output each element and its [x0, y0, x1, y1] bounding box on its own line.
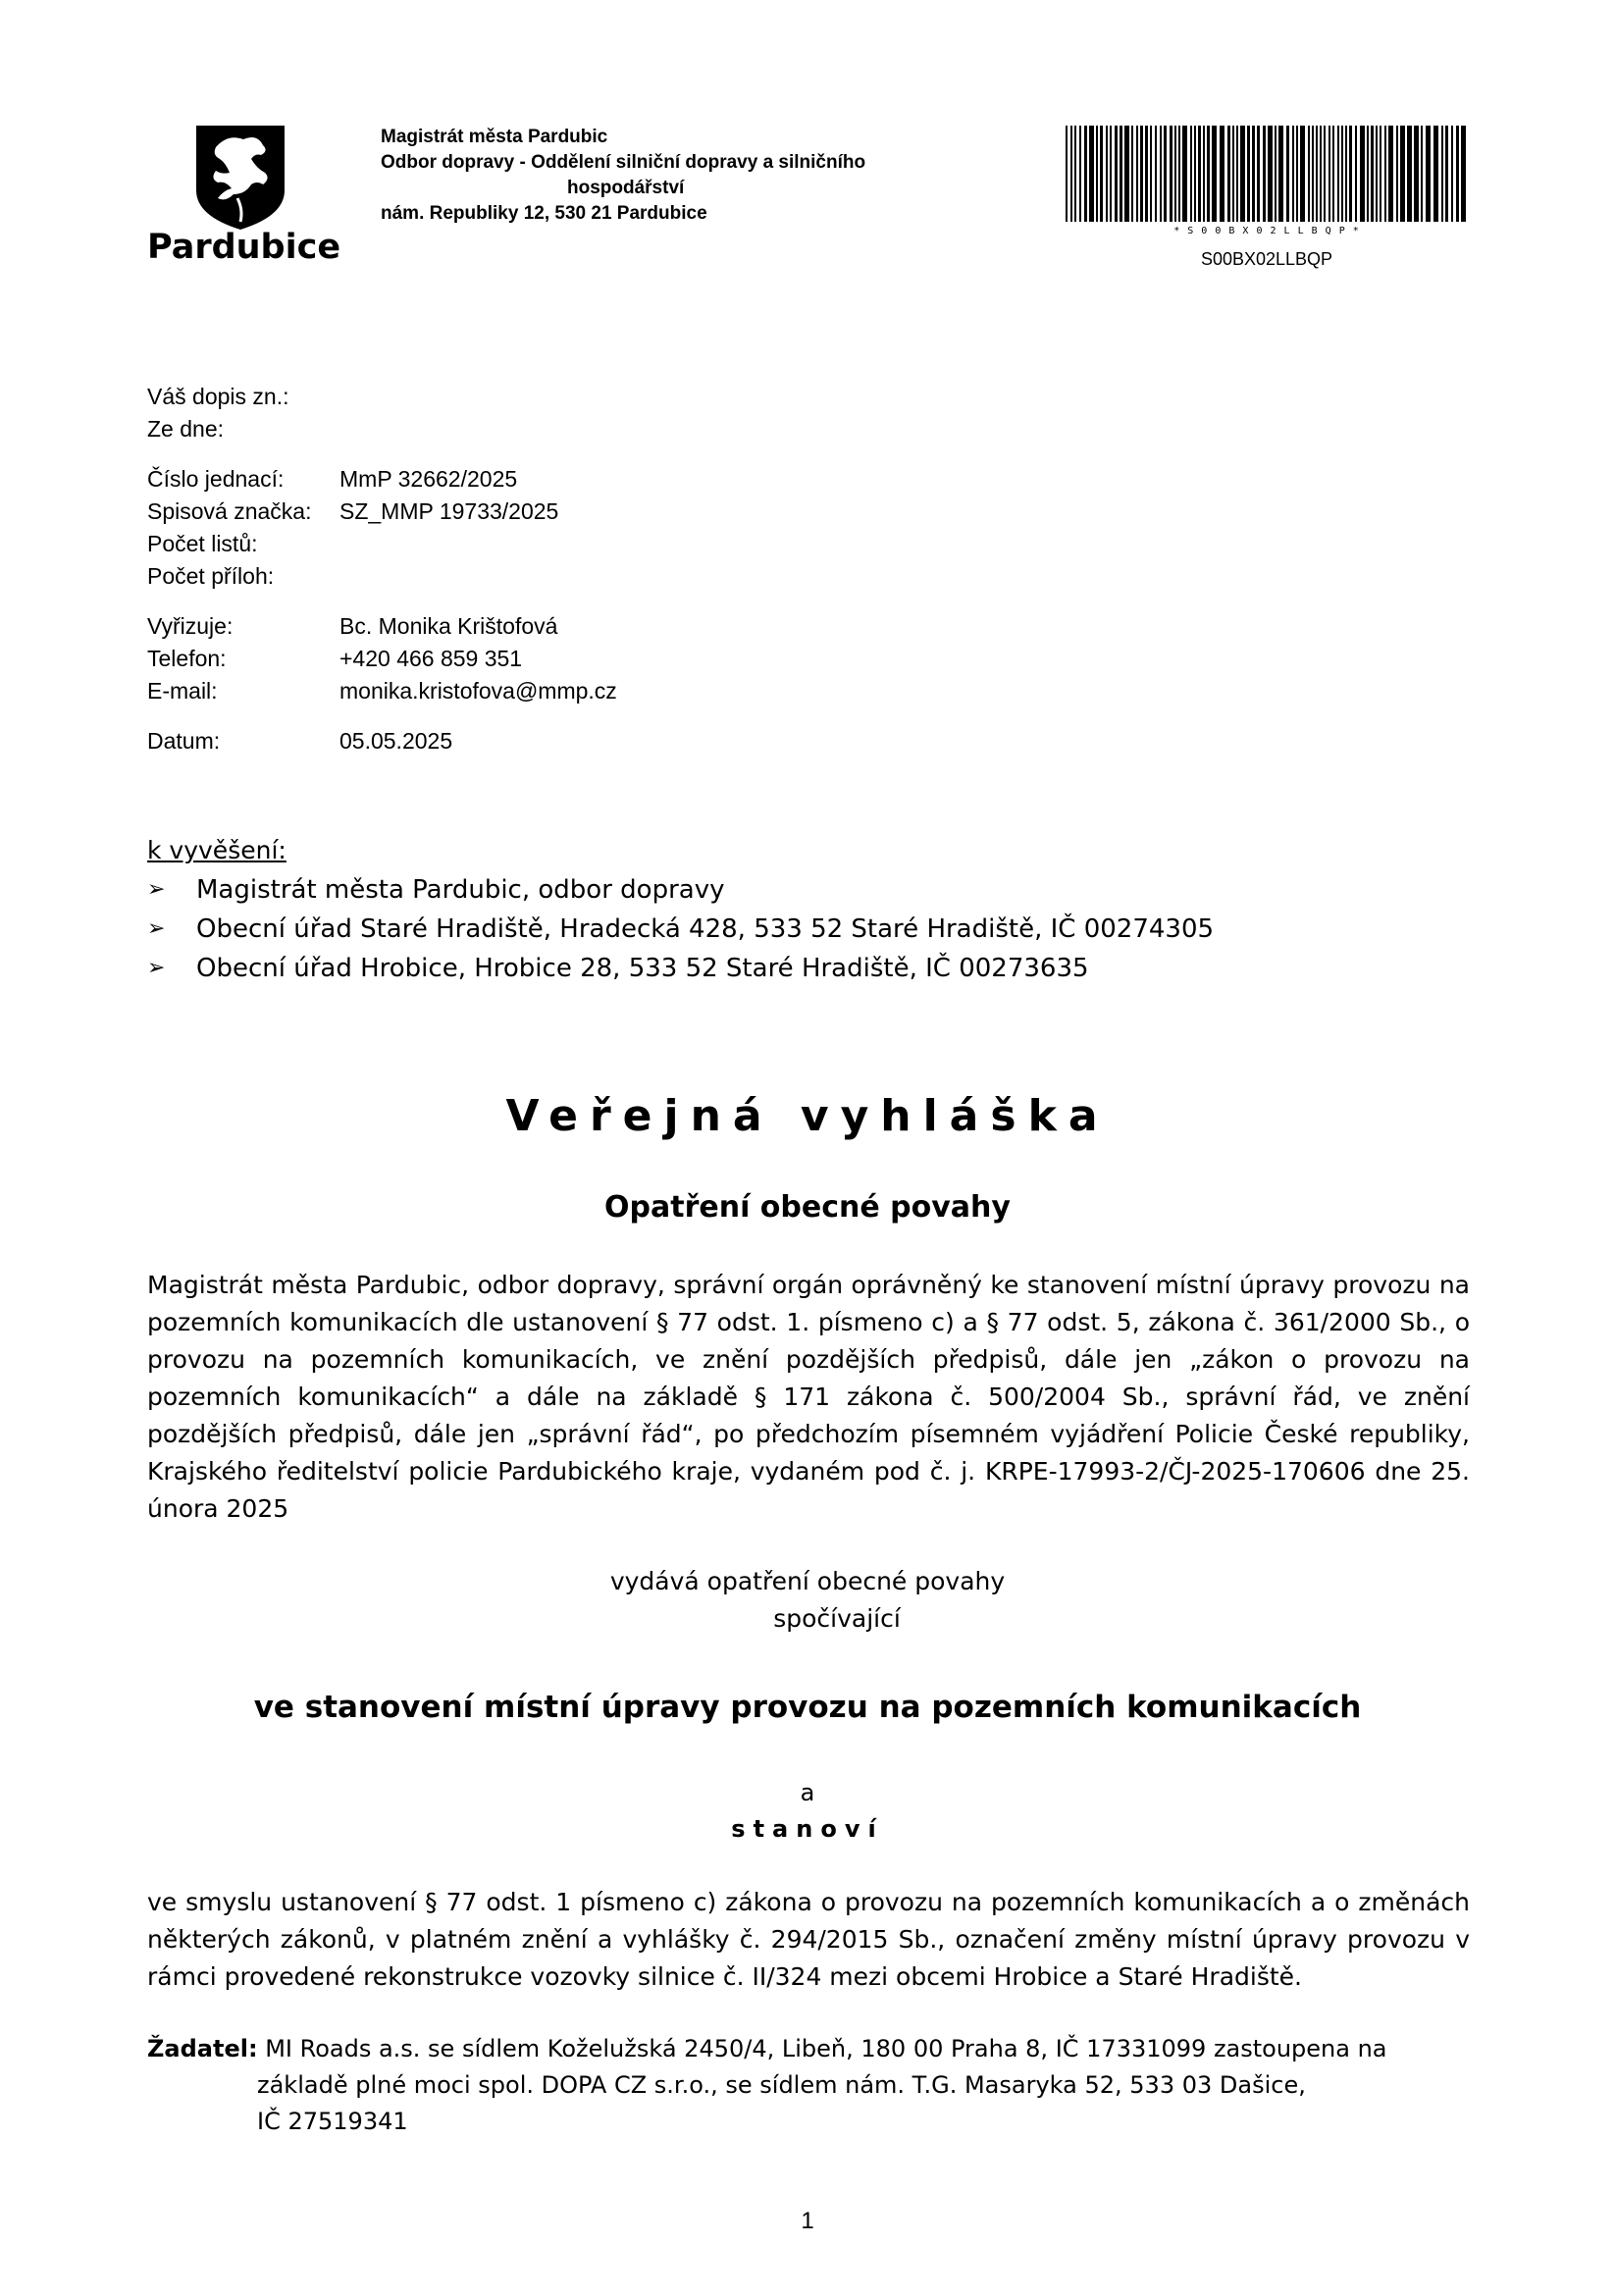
posting-item	[147, 949, 1214, 988]
barcode-bar	[1371, 126, 1374, 222]
barcode-bar	[1328, 126, 1330, 222]
barcode-bar	[1236, 126, 1238, 222]
ref-label: Datum:	[147, 728, 221, 754]
ref-value: SZ_MMP 19733/2025	[339, 498, 559, 524]
ref-label: Váš dopis zn.:	[147, 384, 289, 409]
posting-item-text: Magistrát města Pardubic, odbor dopravy	[196, 875, 725, 905]
barcode-bar	[1324, 126, 1326, 222]
barcode-bar	[1367, 126, 1369, 222]
barcode-bar	[1150, 126, 1152, 222]
ref-row	[147, 381, 617, 413]
barcode-bar	[1115, 126, 1118, 222]
document-subtitle: Opatření obecné povahy	[604, 1190, 1011, 1225]
arrow-bullet-icon: ➢	[147, 956, 166, 980]
page-number: 1	[801, 2208, 814, 2234]
barcode-bar	[1120, 126, 1122, 222]
barcode-bar	[1312, 126, 1314, 222]
logo-text: Pardubice	[147, 228, 341, 267]
barcode-bar	[1074, 126, 1076, 222]
barcode-bar	[1275, 126, 1276, 222]
barcode-bar	[1100, 126, 1103, 222]
ref-value: 05.05.2025	[339, 728, 453, 754]
barcode-bar	[1461, 126, 1466, 222]
barcode-bar	[1084, 126, 1087, 222]
posting-item	[147, 870, 1214, 910]
ref-row	[147, 643, 617, 675]
barcode-bar	[1376, 126, 1378, 222]
barcode-bar	[1155, 126, 1157, 222]
barcode-bar	[1360, 126, 1365, 222]
barcode-bar	[1182, 126, 1187, 222]
determination-paragraph: ve smyslu ustanovení § 77 odst. 1 písmeno c) zákona o provozu na pozemních komunikacích a o změnách některých zákonů, v platném znění a vyhlášky č. 294/2015 Sb., označení změny místní úpravy provozu v rámci provedené rekonstrukce vozovky silnice č. II/324 mezi obcemi Hrobice a Staré Hradiště.	[147, 1888, 1470, 1991]
barcode-icon	[1066, 126, 1468, 234]
barcode-bar	[1263, 126, 1266, 222]
applicant-block	[147, 2031, 1470, 2140]
barcode-bar	[1433, 126, 1438, 222]
barcode-bar	[1145, 126, 1148, 222]
ref-label: Ze dne:	[147, 416, 224, 442]
org-name: Magistrát města Pardubic	[381, 127, 608, 147]
barcode-bar	[1124, 126, 1129, 222]
applicant-line-3: IČ 27519341	[257, 2108, 408, 2135]
applicant-label: Žadatel:	[147, 2035, 258, 2062]
barcode-bar	[1232, 126, 1234, 222]
barcode-bar	[1140, 126, 1143, 222]
barcode-bar	[1096, 126, 1098, 222]
barcode-bar	[1400, 126, 1405, 222]
barcode-bar	[1332, 126, 1334, 222]
barcode-bar	[1247, 126, 1250, 222]
ref-value: Bc. Monika Krištofová	[339, 613, 558, 639]
barcode-bar	[1070, 126, 1072, 222]
applicant-line-1: MI Roads a.s. se sídlem Koželužská 2450/4, Libeň, 180 00 Praha 8, IČ 17331099 zastoupena na	[265, 2035, 1387, 2062]
arrow-bullet-icon: ➢	[147, 916, 166, 941]
ref-row	[147, 675, 617, 707]
ref-value: MmP 32662/2025	[339, 466, 518, 492]
barcode-bar	[1345, 126, 1347, 222]
barcode-bar	[1426, 126, 1431, 222]
ref-value: monika.kristofova@mmp.cz	[339, 678, 617, 704]
barcode-bar	[1110, 126, 1112, 222]
barcode-bar	[1106, 126, 1108, 222]
barcode-bar	[1407, 126, 1412, 222]
posting-item	[147, 910, 1214, 949]
issues-line-2: spočívající	[773, 1604, 901, 1633]
ref-row	[147, 560, 617, 593]
barcode-bar	[1388, 126, 1393, 222]
barcode-bar	[1220, 126, 1224, 222]
ref-row	[147, 496, 617, 528]
barcode-bar	[1308, 126, 1310, 222]
barcode-bar	[1278, 126, 1283, 222]
ref-row	[147, 528, 617, 560]
barcode-bar	[1320, 126, 1322, 222]
barcode-bar	[1355, 126, 1357, 222]
barcode-bar	[1089, 126, 1094, 222]
barcode-bar	[1421, 126, 1423, 222]
barcode-bar	[1194, 126, 1196, 222]
org-department: Odbor dopravy - Oddělení silniční dopravy a silničního	[381, 152, 866, 173]
issues-line-1: vydává opatření obecné povahy	[609, 1567, 1006, 1595]
barcode-bar	[1136, 126, 1138, 222]
barcode-bar	[1227, 126, 1230, 222]
main-statement: ve stanovení místní úpravy provozu na pozemních komunikacích	[253, 1690, 1362, 1725]
arrow-bullet-icon: ➢	[147, 877, 166, 902]
applicant-line-2: základě plné moci spol. DOPA CZ s.r.o., se sídlem nám. T.G. Masaryka 52, 533 03 Dašice,	[257, 2071, 1306, 2099]
barcode-bar	[1380, 126, 1381, 222]
posting-heading: k vyvěšení:	[147, 836, 287, 864]
ref-label: Počet příloh:	[147, 563, 275, 589]
barcode-bar	[1203, 126, 1205, 222]
barcode-bar	[1174, 126, 1176, 222]
posting-item-text: Obecní úřad Staré Hradiště, Hradecká 428, 533 52 Staré Hradiště, IČ 00274305	[196, 914, 1215, 944]
barcode-bar	[1286, 126, 1289, 222]
ref-label: Číslo jednací:	[147, 466, 285, 492]
barcode-bar	[1131, 126, 1133, 222]
ref-row	[147, 413, 617, 445]
org-address: nám. Republiky 12, 530 21 Pardubice	[381, 203, 707, 224]
barcode-bar	[1190, 126, 1192, 222]
ref-label: Telefon:	[147, 646, 227, 671]
ref-label: Vyřizuje:	[147, 613, 234, 639]
barcode-bar	[1451, 126, 1453, 222]
barcode-bar	[1207, 126, 1210, 222]
barcode-bar	[1164, 126, 1167, 222]
ref-label: Spisová značka:	[147, 498, 312, 524]
document-title: Veřejná vyhláška	[505, 1091, 1110, 1141]
barcode-bar	[1066, 126, 1068, 222]
barcode-bar	[1296, 126, 1298, 222]
barcode-bar	[1384, 126, 1386, 222]
barcode-bar	[1445, 126, 1448, 222]
barcode-bar	[1160, 126, 1162, 222]
barcode-bar	[1441, 126, 1443, 222]
determines-word: stanoví	[731, 1815, 884, 1843]
barcode-small-text: * S 0 0 B X 0 2 L L B Q P *	[1173, 226, 1360, 236]
barcode-bar	[1316, 126, 1318, 222]
barcode-bar	[1252, 126, 1255, 222]
ref-row	[147, 463, 617, 496]
barcode-bar	[1337, 126, 1339, 222]
barcode-bar	[1268, 126, 1273, 222]
header-address	[381, 125, 969, 227]
barcode-bar	[1349, 126, 1352, 222]
barcode-bar	[1414, 126, 1419, 222]
barcode-bar	[1456, 126, 1459, 222]
intro-paragraph: Magistrát města Pardubic, odbor dopravy, správní orgán oprávněný ke stanovení místní úpravy provozu na pozemních komunikacích dle ustanovení § 77 odst. 1. písmeno c) a § 77 odst. 5, zákona č. 361/2000 Sb., o provozu na pozemních komunikacích, ve znění pozdějších předpisů, dále jen „zákon o provozu na pozemních komunikacích“ a dále na základě § 171 zákona č. 500/2004 Sb., správní řád, ve znění pozdějších předpisů, dále jen „správní řád“, po předchozím písemném vyjádření Policie České republiky, Krajského ředitelství policie Pardubického kraje, vydaném pod č. j. KRPE-17993-2/ČJ-2025-170606 dne 25. února 2025	[147, 1271, 1470, 1523]
barcode-bar	[1240, 126, 1245, 222]
barcode-bar	[1292, 126, 1294, 222]
barcode-bar	[1212, 126, 1217, 222]
barcode-value: S00BX02LLBQP	[1200, 249, 1333, 269]
barcode-bar	[1178, 126, 1180, 222]
barcode-bar	[1300, 126, 1305, 222]
posting-list	[147, 831, 1214, 988]
ref-value: +420 466 859 351	[339, 646, 523, 671]
barcode-bar	[1079, 126, 1081, 222]
barcode-bar	[1170, 126, 1172, 222]
reference-block	[147, 381, 617, 757]
barcode-bar	[1257, 126, 1260, 222]
barcode-bar	[1198, 126, 1201, 222]
ref-label: Počet listů:	[147, 531, 258, 556]
org-department-cont: hospodářství	[567, 178, 685, 198]
posting-item-text: Obecní úřad Hrobice, Hrobice 28, 533 52 Staré Hradiště, IČ 00273635	[196, 954, 1089, 983]
barcode-bar	[1396, 126, 1398, 222]
ref-row	[147, 610, 617, 643]
ref-row	[147, 725, 617, 757]
ref-label: E-mail:	[147, 678, 218, 704]
barcode-bar	[1341, 126, 1343, 222]
and-word: a	[800, 1779, 815, 1806]
